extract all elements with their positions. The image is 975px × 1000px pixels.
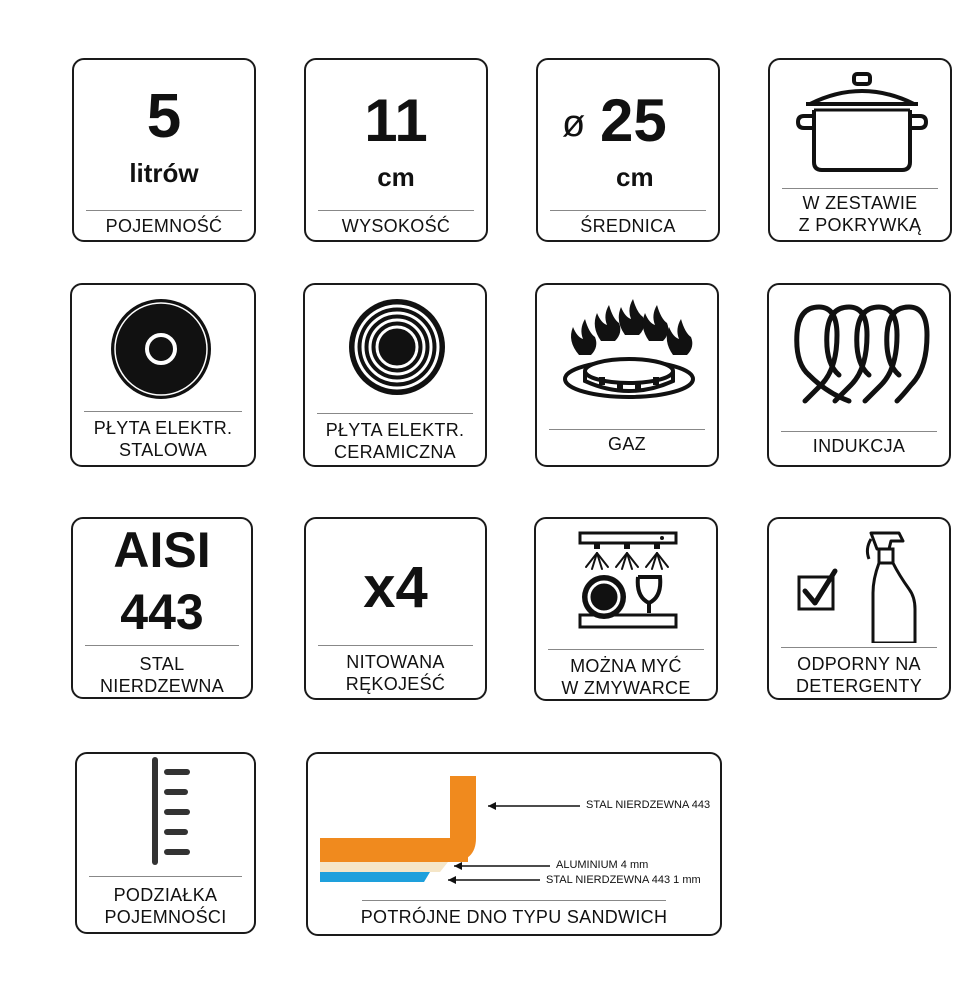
electric-steel-caption-1: PŁYTA ELEKTR. [93, 418, 233, 438]
rivets-caption-2: RĘKOJEŚĆ [345, 674, 446, 694]
sandwich-card [306, 752, 722, 936]
dishwasher-icon [536, 519, 720, 643]
capacity-value: 5 [146, 82, 182, 151]
divider [781, 647, 937, 648]
dishwasher-card [534, 517, 718, 701]
steel-bottom-layer [320, 872, 430, 882]
diameter-caption: ŚREDNICA [580, 216, 676, 236]
steel-wall [450, 776, 476, 862]
rivets-value: x4 [363, 555, 428, 620]
scale-card [75, 752, 256, 934]
steel-caption-1: STAL [139, 654, 185, 674]
steel-line-1: AISI [113, 522, 211, 578]
induction-caption: INDUKCJA [812, 436, 906, 456]
height-value: 11 [364, 87, 428, 154]
divider [89, 876, 242, 877]
divider [318, 210, 474, 211]
height-caption: WYSOKOŚĆ [341, 216, 451, 236]
steel-card [71, 517, 253, 699]
divider [85, 645, 239, 646]
rivets-card [304, 517, 487, 700]
lid-card [768, 58, 952, 242]
sandwich-base-diagram [308, 754, 724, 894]
spray-bottle-icon [769, 519, 953, 643]
detergents-caption-1: ODPORNY NA [797, 654, 921, 674]
gas-burner-icon [537, 285, 721, 415]
diameter-card [536, 58, 720, 242]
electric-plate-icon [72, 285, 258, 409]
divider [318, 645, 473, 646]
electric-ceramic-caption-2: CERAMICZNA [333, 442, 456, 462]
capacity-caption: POJEMNOŚĆ [105, 216, 223, 236]
detergents-caption-2: DETERGENTY [795, 676, 922, 696]
divider [782, 188, 938, 189]
dishwasher-caption-2: W ZMYWARCE [561, 678, 691, 698]
gas-card [535, 283, 719, 467]
lid-caption-2: Z POKRYWKĄ [798, 215, 922, 235]
divider [550, 210, 706, 211]
divider [548, 649, 704, 650]
label-steel-bottom: STAL NIERDZEWNA 443 1 mm [546, 874, 701, 886]
gas-caption: GAZ [608, 434, 646, 454]
scale-caption-2: POJEMNOŚCI [104, 907, 227, 927]
divider [549, 429, 705, 430]
lid-caption-1: W ZESTAWIE [802, 193, 918, 213]
measuring-scale-icon [77, 754, 258, 874]
label-steel-top: STAL NIERDZEWNA 443 [586, 799, 711, 811]
induction-coil-icon [769, 285, 953, 415]
scale-caption-1: PODZIAŁKA [113, 885, 218, 905]
electric-steel-caption-2: STALOWA [118, 440, 208, 460]
height-card [304, 58, 488, 242]
diameter-unit: cm [616, 162, 654, 192]
divider [84, 411, 242, 412]
steel-line-2: 443 [120, 584, 204, 640]
label-aluminium: ALUMINIUM 4 mm [556, 859, 649, 871]
divider [317, 413, 473, 414]
electric-ceramic-caption-1: PŁYTA ELEKTR. [325, 420, 465, 440]
capacity-unit: litrów [129, 158, 199, 188]
dishwasher-caption-1: MOŻNA MYĆ [570, 656, 682, 676]
electric-steel-card [70, 283, 256, 467]
electric-ceramic-card [303, 283, 487, 467]
sandwich-caption: POTRÓJNE DNO TYPU SANDWICH [360, 907, 668, 927]
ceramic-plate-icon [305, 285, 489, 409]
steel-top-layer [320, 838, 468, 862]
pot-with-lid-icon [770, 60, 954, 180]
diameter-value: 25 [600, 87, 667, 154]
divider [781, 431, 937, 432]
rivets-caption-1: NITOWANA [346, 652, 445, 672]
diameter-symbol: ø [562, 103, 586, 145]
steel-caption-2: NIERDZEWNA [100, 676, 224, 696]
divider [86, 210, 242, 211]
capacity-card [72, 58, 256, 242]
detergents-card [767, 517, 951, 700]
height-unit: cm [377, 162, 415, 192]
induction-card [767, 283, 951, 467]
divider [362, 900, 666, 901]
aluminium-layer [320, 862, 440, 872]
